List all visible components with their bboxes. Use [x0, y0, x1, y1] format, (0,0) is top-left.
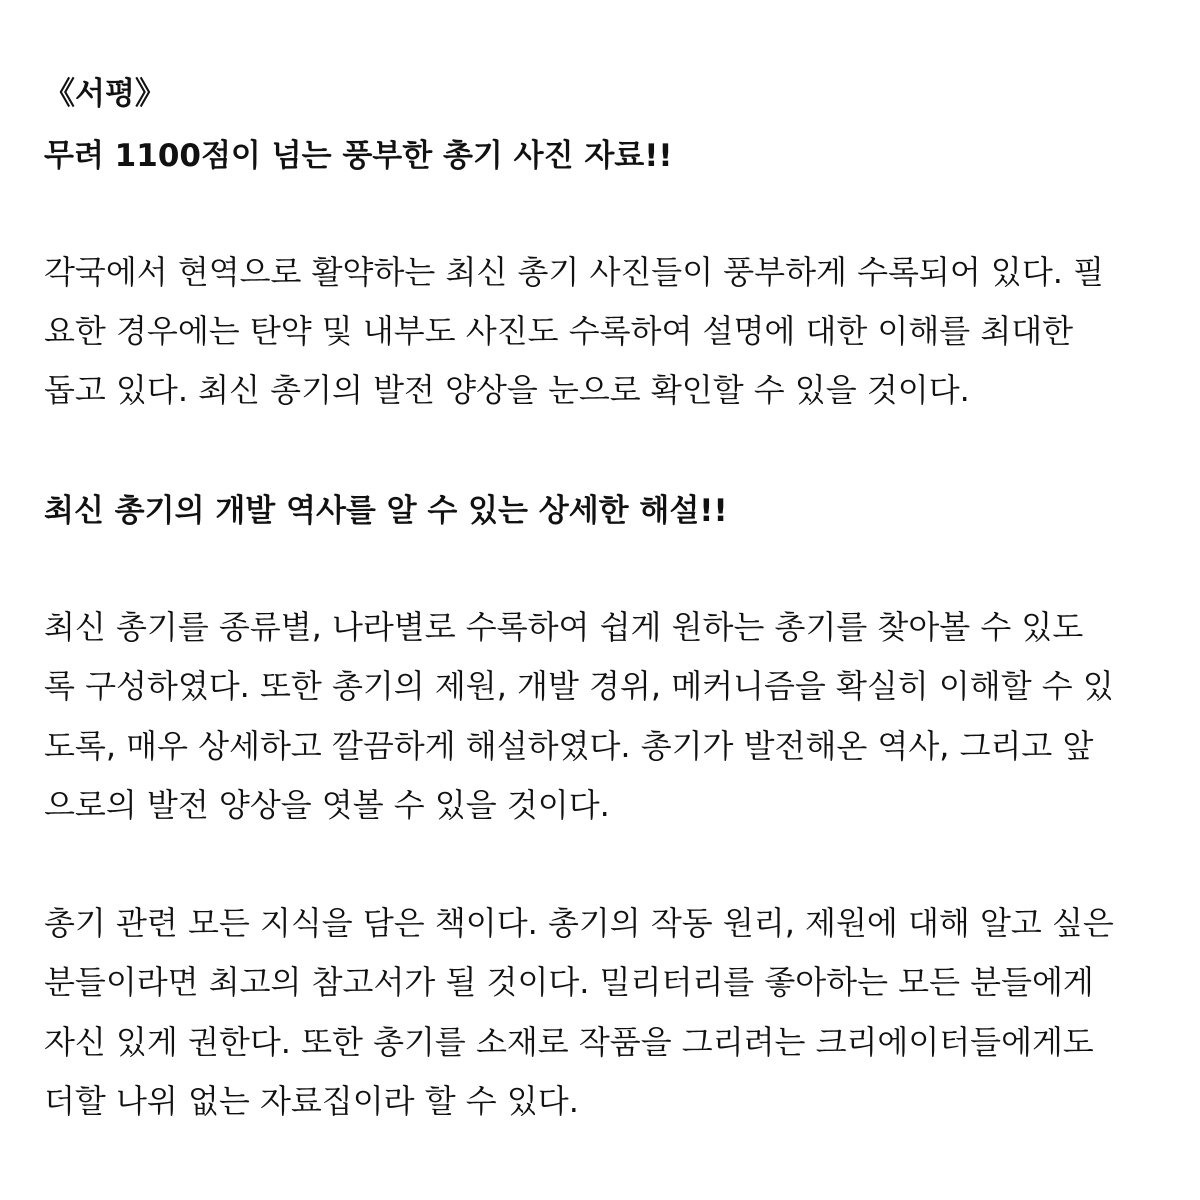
section3-line-4: 더할 나위 없는 자료집이라 할 수 있다. [44, 1082, 579, 1120]
section1-title: 무려 1100점이 넘는 풍부한 총기 사진 자료!! [44, 138, 673, 174]
section2-line-4: 으로의 발전 양상을 엿볼 수 있을 것이다. [44, 786, 610, 824]
section1-line-3: 돕고 있다. 최신 총기의 발전 양상을 눈으로 확인할 수 있을 것이다. [44, 371, 970, 409]
review-heading: 《서평》 [44, 76, 166, 112]
section3-line-1: 총기 관련 모든 지식을 담은 책이다. 총기의 작동 원리, 제원에 대해 알고 싶은 [44, 904, 1114, 942]
section3-line-3: 자신 있게 권한다. 또한 총기를 소재로 작품을 그리려는 크리에이터들에게도 [44, 1023, 1094, 1061]
section2-line-3: 도록, 매우 상세하고 깔끔하게 해설하였다. 총기가 발전해온 역사, 그리고 앞 [44, 727, 1094, 765]
section1-line-2: 요한 경우에는 탄약 및 내부도 사진도 수록하여 설명에 대한 이해를 최대한 [44, 312, 1074, 350]
section2-title: 최신 총기의 개발 역사를 알 수 있는 상세한 해설!! [44, 493, 728, 529]
section2-line-1: 최신 총기를 종류별, 나라별로 수록하여 쉽게 원하는 총기를 찾아볼 수 있도 [44, 608, 1084, 646]
section2-line-2: 록 구성하였다. 또한 총기의 제원, 개발 경위, 메커니즘을 확실히 이해할 수 있 [44, 667, 1114, 705]
section3-line-2: 분들이라면 최고의 참고서가 될 것이다. 밀리터리를 좋아하는 모든 분들에게 [44, 963, 1094, 1001]
section1-line-1: 각국에서 현역으로 활약하는 최신 총기 사진들이 풍부하게 수록되어 있다. 필 [44, 253, 1104, 291]
